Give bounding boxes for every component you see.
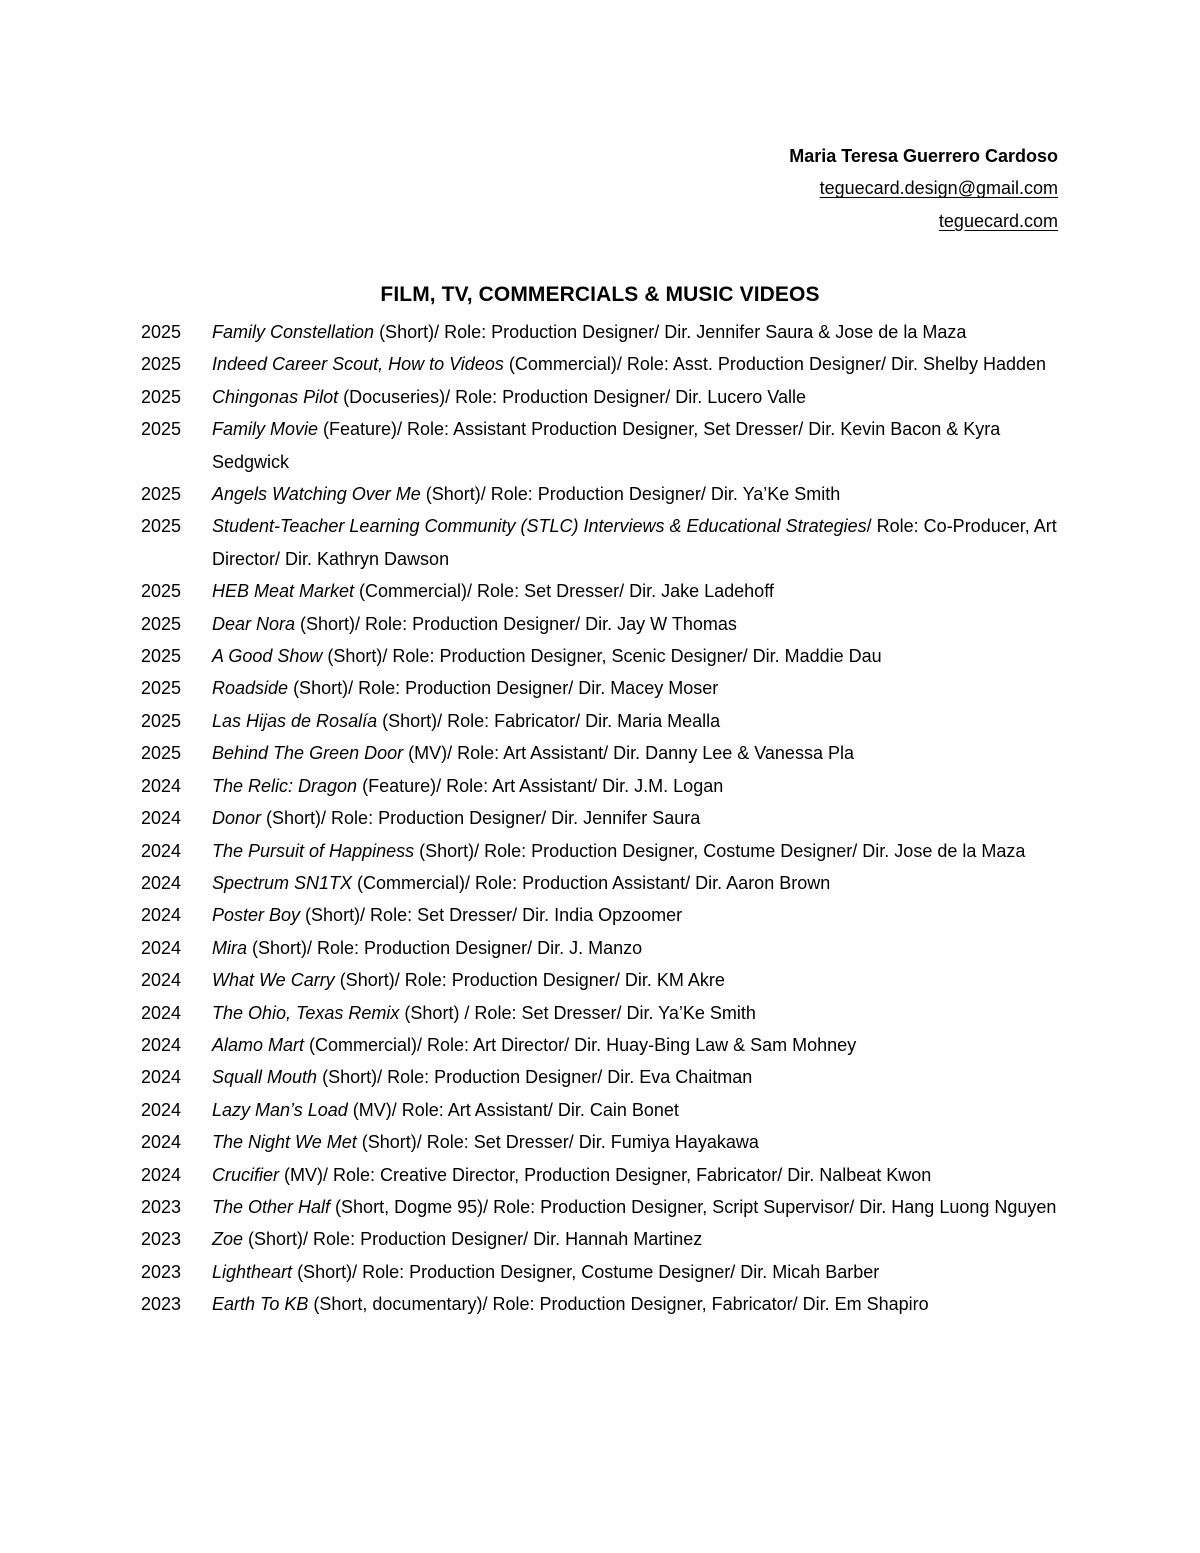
credit-detail: (MV)/ Role: Art Assistant/ Dir. Cain Bonet: [347, 1099, 679, 1120]
credit-title: Family Constellation: [212, 322, 375, 342]
credit-title: Squall Mouth: [212, 1067, 318, 1088]
credit-detail: (Docuseries)/ Role: Production Designer/ Dir. Lucero Valle: [338, 386, 806, 407]
credit-year: 2024: [141, 1132, 182, 1153]
credit-year: 2024: [141, 775, 182, 796]
credit-description: [212, 770, 1061, 802]
credit-entry: [141, 964, 1061, 996]
credit-title: Chingonas Pilot: [212, 386, 339, 407]
credit-entry: [141, 737, 1061, 769]
credit-detail: (Short)/ Role: Set Dresser/ Dir. Fumiya Hayakawa: [356, 1132, 759, 1153]
credit-detail: (Short)/ Role: Production Designer/ Dir. KM Akre: [334, 970, 725, 991]
credit-description: [212, 964, 1061, 996]
credit-entry: [141, 608, 1061, 640]
credit-entry: [141, 1126, 1061, 1158]
credit-title: HEB Meat Market: [212, 581, 355, 602]
website-link[interactable]: teguecard.com: [938, 210, 1058, 231]
credit-detail: (Short)/ Role: Fabricator/ Dir. Maria Mealla: [377, 710, 721, 731]
credit-title: Earth To KB: [212, 1294, 309, 1315]
credit-description: [212, 608, 1061, 640]
credit-description: [212, 510, 1061, 575]
email-link[interactable]: teguecard.design@gmail.com: [819, 178, 1058, 199]
credit-description: [212, 1223, 1061, 1255]
credit-detail: (Commercial)/ Role: Asst. Production Designer/ Dir. Shelby Hadden: [503, 354, 1047, 375]
credit-title: Alamo Mart: [212, 1034, 305, 1055]
credit-entry: [141, 1223, 1061, 1255]
credit-detail: (Short)/ Role: Production Designer/ Dir. Jennifer Saura & Jose de la Maza: [374, 322, 967, 342]
credit-detail: (Commercial)/ Role: Production Assistant/ Dir. Aaron Brown: [352, 872, 831, 893]
credit-title: Spectrum SN1TX: [212, 872, 353, 893]
credit-description: [212, 413, 1061, 478]
credit-description: [212, 381, 1061, 413]
credit-description: [212, 348, 1061, 380]
credit-detail: (Short)/ Role: Production Designer, Scenic Designer/ Dir. Maddie Dau: [322, 646, 882, 667]
credit-title: The Relic: Dragon: [212, 775, 358, 796]
credit-detail: (Short) / Role: Set Dresser/ Dir. Ya’Ke Smith: [399, 1002, 756, 1023]
credit-entry: [141, 899, 1061, 931]
credit-description: [212, 1256, 1061, 1288]
credit-entry: [141, 478, 1061, 510]
credit-detail: (Short)/ Role: Set Dresser/ Dir. India Opzoomer: [300, 905, 683, 926]
credit-year: 2025: [141, 322, 182, 342]
credit-entry: [141, 381, 1061, 413]
credit-detail: (Commercial)/ Role: Set Dresser/ Dir. Jake Ladehoff: [354, 581, 774, 602]
credit-year: 2023: [141, 1196, 182, 1217]
credit-title: Behind The Green Door: [212, 743, 404, 764]
credit-year: 2025: [141, 419, 182, 440]
credit-description: [212, 478, 1061, 510]
credit-detail: (Short)/ Role: Production Designer/ Dir. Hannah Martinez: [243, 1229, 703, 1250]
credit-detail: (MV)/ Role: Art Assistant/ Dir. Danny Lee & Vanessa Pla: [403, 743, 854, 764]
credit-year: 2024: [141, 1067, 182, 1088]
credit-entry: [141, 1288, 1061, 1320]
credit-description: [212, 1159, 1061, 1191]
credit-year: 2024: [141, 872, 182, 893]
credit-year: 2024: [141, 1002, 182, 1023]
credit-title: Zoe: [212, 1229, 244, 1250]
credits-list: [141, 316, 1061, 1321]
credit-title: A Good Show: [212, 646, 323, 667]
credit-entry: [141, 413, 1061, 478]
credit-detail: (Feature)/ Role: Assistant Production Designer, Set Dresser/ Dir. Kevin Bacon & Kyra Sedgwick: [212, 419, 1001, 472]
credit-detail: (Short)/ Role: Production Designer, Costume Designer/ Dir. Jose de la Maza: [414, 840, 1026, 861]
credit-title: Student-Teacher Learning Community (STLC) Interviews & Educational Strategies: [212, 516, 867, 537]
credit-entry: [141, 932, 1061, 964]
credit-description: [212, 867, 1061, 899]
credit-description: [212, 1094, 1061, 1126]
credit-description: [212, 672, 1061, 704]
credit-year: 2024: [141, 808, 182, 829]
credit-description: [212, 835, 1061, 867]
credit-entry: [141, 348, 1061, 380]
credit-description: [212, 316, 1061, 348]
credit-entry: [141, 510, 1061, 575]
credit-title: Crucifier: [212, 1164, 280, 1185]
credit-entry: [141, 770, 1061, 802]
credit-title: Family Movie: [212, 419, 319, 440]
contact-header: [789, 140, 1058, 237]
credit-year: 2025: [141, 710, 182, 731]
credit-year: 2025: [141, 581, 182, 602]
credit-year: 2025: [141, 484, 182, 505]
credit-detail: / Role: Co-Producer, Art Director/ Dir. Kathryn Dawson: [212, 516, 1057, 569]
credit-year: 2024: [141, 1164, 182, 1185]
credit-description: [212, 737, 1061, 769]
credit-detail: (Short)/ Role: Production Designer/ Dir. Jay W Thomas: [295, 613, 737, 634]
credit-entry: [141, 1029, 1061, 1061]
credit-description: [212, 997, 1061, 1029]
credit-title: Mira: [212, 937, 247, 958]
credit-description: [212, 899, 1061, 931]
credit-description: [212, 1191, 1061, 1223]
credit-year: 2024: [141, 970, 182, 991]
credit-detail: (Feature)/ Role: Art Assistant/ Dir. J.M. Logan: [357, 775, 724, 796]
credit-title: The Ohio, Texas Remix: [212, 1002, 400, 1023]
credit-title: Lightheart: [212, 1261, 293, 1282]
credit-description: [212, 1126, 1061, 1158]
credit-entry: [141, 997, 1061, 1029]
credit-entry: [141, 705, 1061, 737]
credit-detail: (Short, documentary)/ Role: Production Designer, Fabricator/ Dir. Em Shapiro: [308, 1294, 929, 1315]
credit-entry: [141, 802, 1061, 834]
credit-description: [212, 575, 1061, 607]
credit-title: Indeed Career Scout, How to Videos: [212, 354, 504, 375]
credit-year: 2024: [141, 840, 182, 861]
section-title: FILM, TV, COMMERCIALS & MUSIC VIDEOS: [380, 283, 820, 306]
credit-title: The Night We Met: [212, 1132, 357, 1153]
credit-description: [212, 640, 1061, 672]
credit-year: 2025: [141, 678, 182, 699]
credit-entry: [141, 672, 1061, 704]
credit-description: [212, 1061, 1061, 1093]
credit-entry: [141, 1191, 1061, 1223]
credit-year: 2023: [141, 1261, 182, 1282]
credit-year: 2025: [141, 646, 182, 667]
credit-title: Poster Boy: [212, 905, 301, 926]
credit-detail: (Short)/ Role: Production Designer/ Dir. Eva Chaitman: [317, 1067, 753, 1088]
person-name: Maria Teresa Guerrero Cardoso: [789, 146, 1058, 166]
credit-description: [212, 932, 1061, 964]
credit-entry: [141, 1159, 1061, 1191]
credit-title: Lazy Man’s Load: [212, 1099, 348, 1120]
credit-year: 2024: [141, 905, 182, 926]
credit-detail: (Short)/ Role: Production Designer/ Dir. Jennifer Saura: [261, 808, 701, 829]
credit-year: 2025: [141, 354, 182, 375]
credit-year: 2025: [141, 516, 182, 537]
credit-year: 2023: [141, 1294, 182, 1315]
credit-entry: [141, 835, 1061, 867]
credit-description: [212, 802, 1061, 834]
credit-entry: [141, 316, 1061, 348]
credit-title: Dear Nora: [212, 613, 296, 634]
credit-description: [212, 1288, 1061, 1320]
credit-detail: (Short)/ Role: Production Designer/ Dir. Macey Moser: [288, 678, 719, 699]
credit-description: [212, 1029, 1061, 1061]
credit-entry: [141, 1061, 1061, 1093]
credit-year: 2024: [141, 937, 182, 958]
credit-detail: (Short)/ Role: Production Designer/ Dir. J. Manzo: [247, 937, 643, 958]
credit-entry: [141, 640, 1061, 672]
credit-detail: (MV)/ Role: Creative Director, Production Designer, Fabricator/ Dir. Nalbeat Kwon: [279, 1164, 932, 1185]
credit-year: 2025: [141, 613, 182, 634]
credit-entry: [141, 867, 1061, 899]
credit-entry: [141, 575, 1061, 607]
credit-title: The Pursuit of Happiness: [212, 840, 415, 861]
credit-detail: (Short)/ Role: Production Designer, Costume Designer/ Dir. Micah Barber: [292, 1261, 880, 1282]
credit-year: 2025: [141, 743, 182, 764]
credit-title: Donor: [212, 808, 262, 829]
credit-title: Las Hijas de Rosalía: [212, 710, 378, 731]
credit-year: 2024: [141, 1034, 182, 1055]
credit-detail: (Commercial)/ Role: Art Director/ Dir. Huay-Bing Law & Sam Mohney: [304, 1034, 857, 1055]
credit-title: What We Carry: [212, 970, 335, 991]
credit-detail: (Short)/ Role: Production Designer/ Dir. Ya’Ke Smith: [420, 484, 841, 505]
credit-detail: (Short, Dogme 95)/ Role: Production Designer, Script Supervisor/ Dir. Hang Luong Nguyen: [330, 1196, 1057, 1217]
credit-entry: [141, 1094, 1061, 1126]
credit-year: 2024: [141, 1099, 182, 1120]
credit-entry: [141, 1256, 1061, 1288]
credit-description: [212, 705, 1061, 737]
credit-title: Roadside: [212, 678, 289, 699]
credit-title: Angels Watching Over Me: [212, 484, 421, 505]
credit-title: The Other Half: [212, 1196, 331, 1217]
credit-year: 2025: [141, 386, 182, 407]
credit-year: 2023: [141, 1229, 182, 1250]
